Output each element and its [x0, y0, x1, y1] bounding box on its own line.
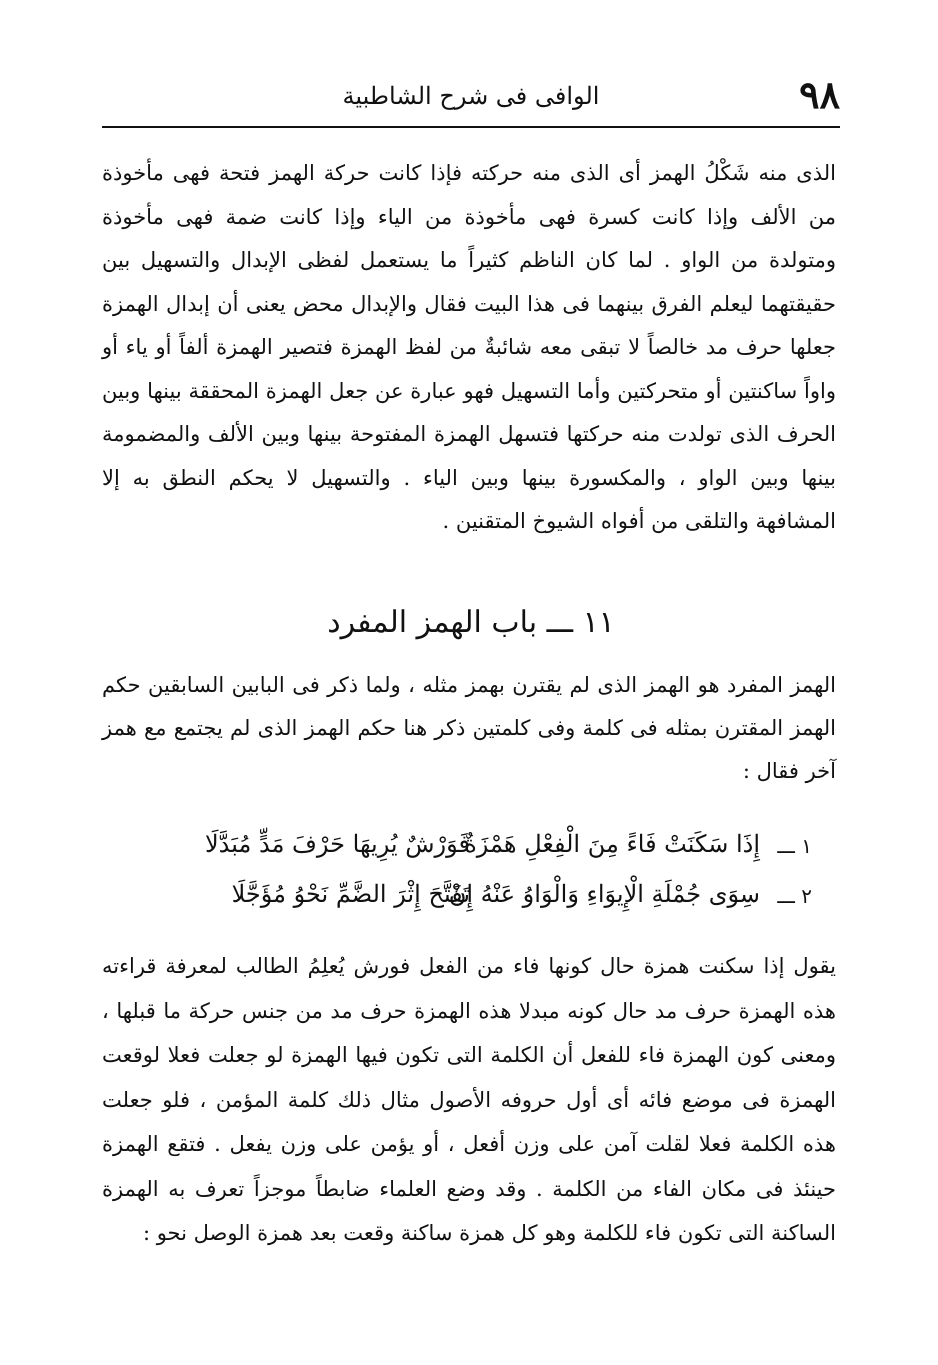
paragraph-introduction: الهمز المفرد هو الهمز الذى لم يقترن بهمز مثله ، ولما ذكر فى البابين السابقين حكم الهمز المقترن بمثله فى كلمة وفى كلمتين ذكر هنا حكم الهمز الذى لم يجتمع مع همز آخر فقال :	[102, 673, 836, 783]
verse-line	[102, 866, 840, 922]
verse-second-half: فَوَرْشٌ يُرِيهَا حَرْفَ مَدٍّ مُبَدَّلَا	[204, 830, 470, 858]
header-rule	[102, 126, 840, 128]
verse-line	[102, 816, 840, 872]
paragraph-commentary: الذى منه شَكْلُ الهمز أى الذى منه حركته فإذا كانت حركة الهمز فتحة فهى مأخوذة من الألف وإذا كانت كسرة فهى مأخوذة من الياء وإذا كانت ضمة فهى مأخوذة ومتولدة من الواو . لما كان الناظم كثيراً ما يستعمل لفظى الإبدال والتسهيل بين حقيقتهما ليعلم الفرق بينهما فى هذا البيت فقال والإبدال محض يعنى أن إبدال الهمزة جعلها حرف مد خالصاً لا تبقى معه شائبةٌ من لفظ الهمزة فتصير الهمزة ألفاً أو ياء أو واواً ساكنتين أو متحركتين وأما التسهيل فهو عبارة عن جعل الهمزة المحققة بينها وبين الحرف الذى تولدت منه حركتها فتسهل الهمزة المفتوحة بينها وبين الألف والمضمومة بينها وبين الواو ، والمكسورة بينها وبين الياء . والتسهيل لا يحكم النطق به إلا المشافهة والتلقى من أفواه الشيوخ المتقنين .	[102, 161, 836, 533]
paragraph-explanation: يقول إذا سكنت همزة حال كونها فاء من الفعل فورش يُعلِمُ الطالب لمعرفة قراءته هذه الهمزة حرف مد حال كونه مبدلا هذه الهمزة حرف مد من جنس حركة ما قبلها ، ومعنى كون الهمزة فاء للفعل أن الكلمة التى تكون فيها الهمزة لو جعلت فعلا لوقعت الهمزة فى موضع فائه أى أول حروفه الأصول مثال ذلك كلمة المؤمن ، فلو جعلت هذه الكلمة فعلا لقلت آمن على وزن أفعل ، أو يؤمن على وزن يفعل . فتقع الهمزة حينئذ فى مكان الفاء من الكلمة . وقد وضع العلماء ضابطاً موجزاً تعرف به الهمزة الساكنة التى تكون فاء للكلمة وهو كل همزة ساكنة وقعت بعد همزة الوصل نحو :	[102, 954, 836, 1245]
verse-number: ١ ـــ	[777, 834, 812, 858]
verse-number: ٢ ـــ	[777, 884, 812, 908]
verse-first-half: سِوَى جُمْلَةِ الْإِيوَاءِ وَالْوَاوُ عَنْهُ إِنْ	[448, 880, 760, 908]
page-header	[102, 70, 840, 126]
section-heading: ١١ ـــ باب الهمز المفرد	[327, 605, 615, 640]
verse-second-half: تَفَتَّحَ إِثْرَ الضَّمِّ نَحْوُ مُؤَجَّلَا	[231, 880, 470, 908]
verse-first-half: إِذَا سَكَنَتْ فَاءً مِنَ الْفِعْلِ هَمْزَةٌ	[464, 830, 760, 858]
page-number: ٩٨	[799, 72, 840, 117]
running-title: الوافى فى شرح الشاطبية	[342, 82, 600, 110]
